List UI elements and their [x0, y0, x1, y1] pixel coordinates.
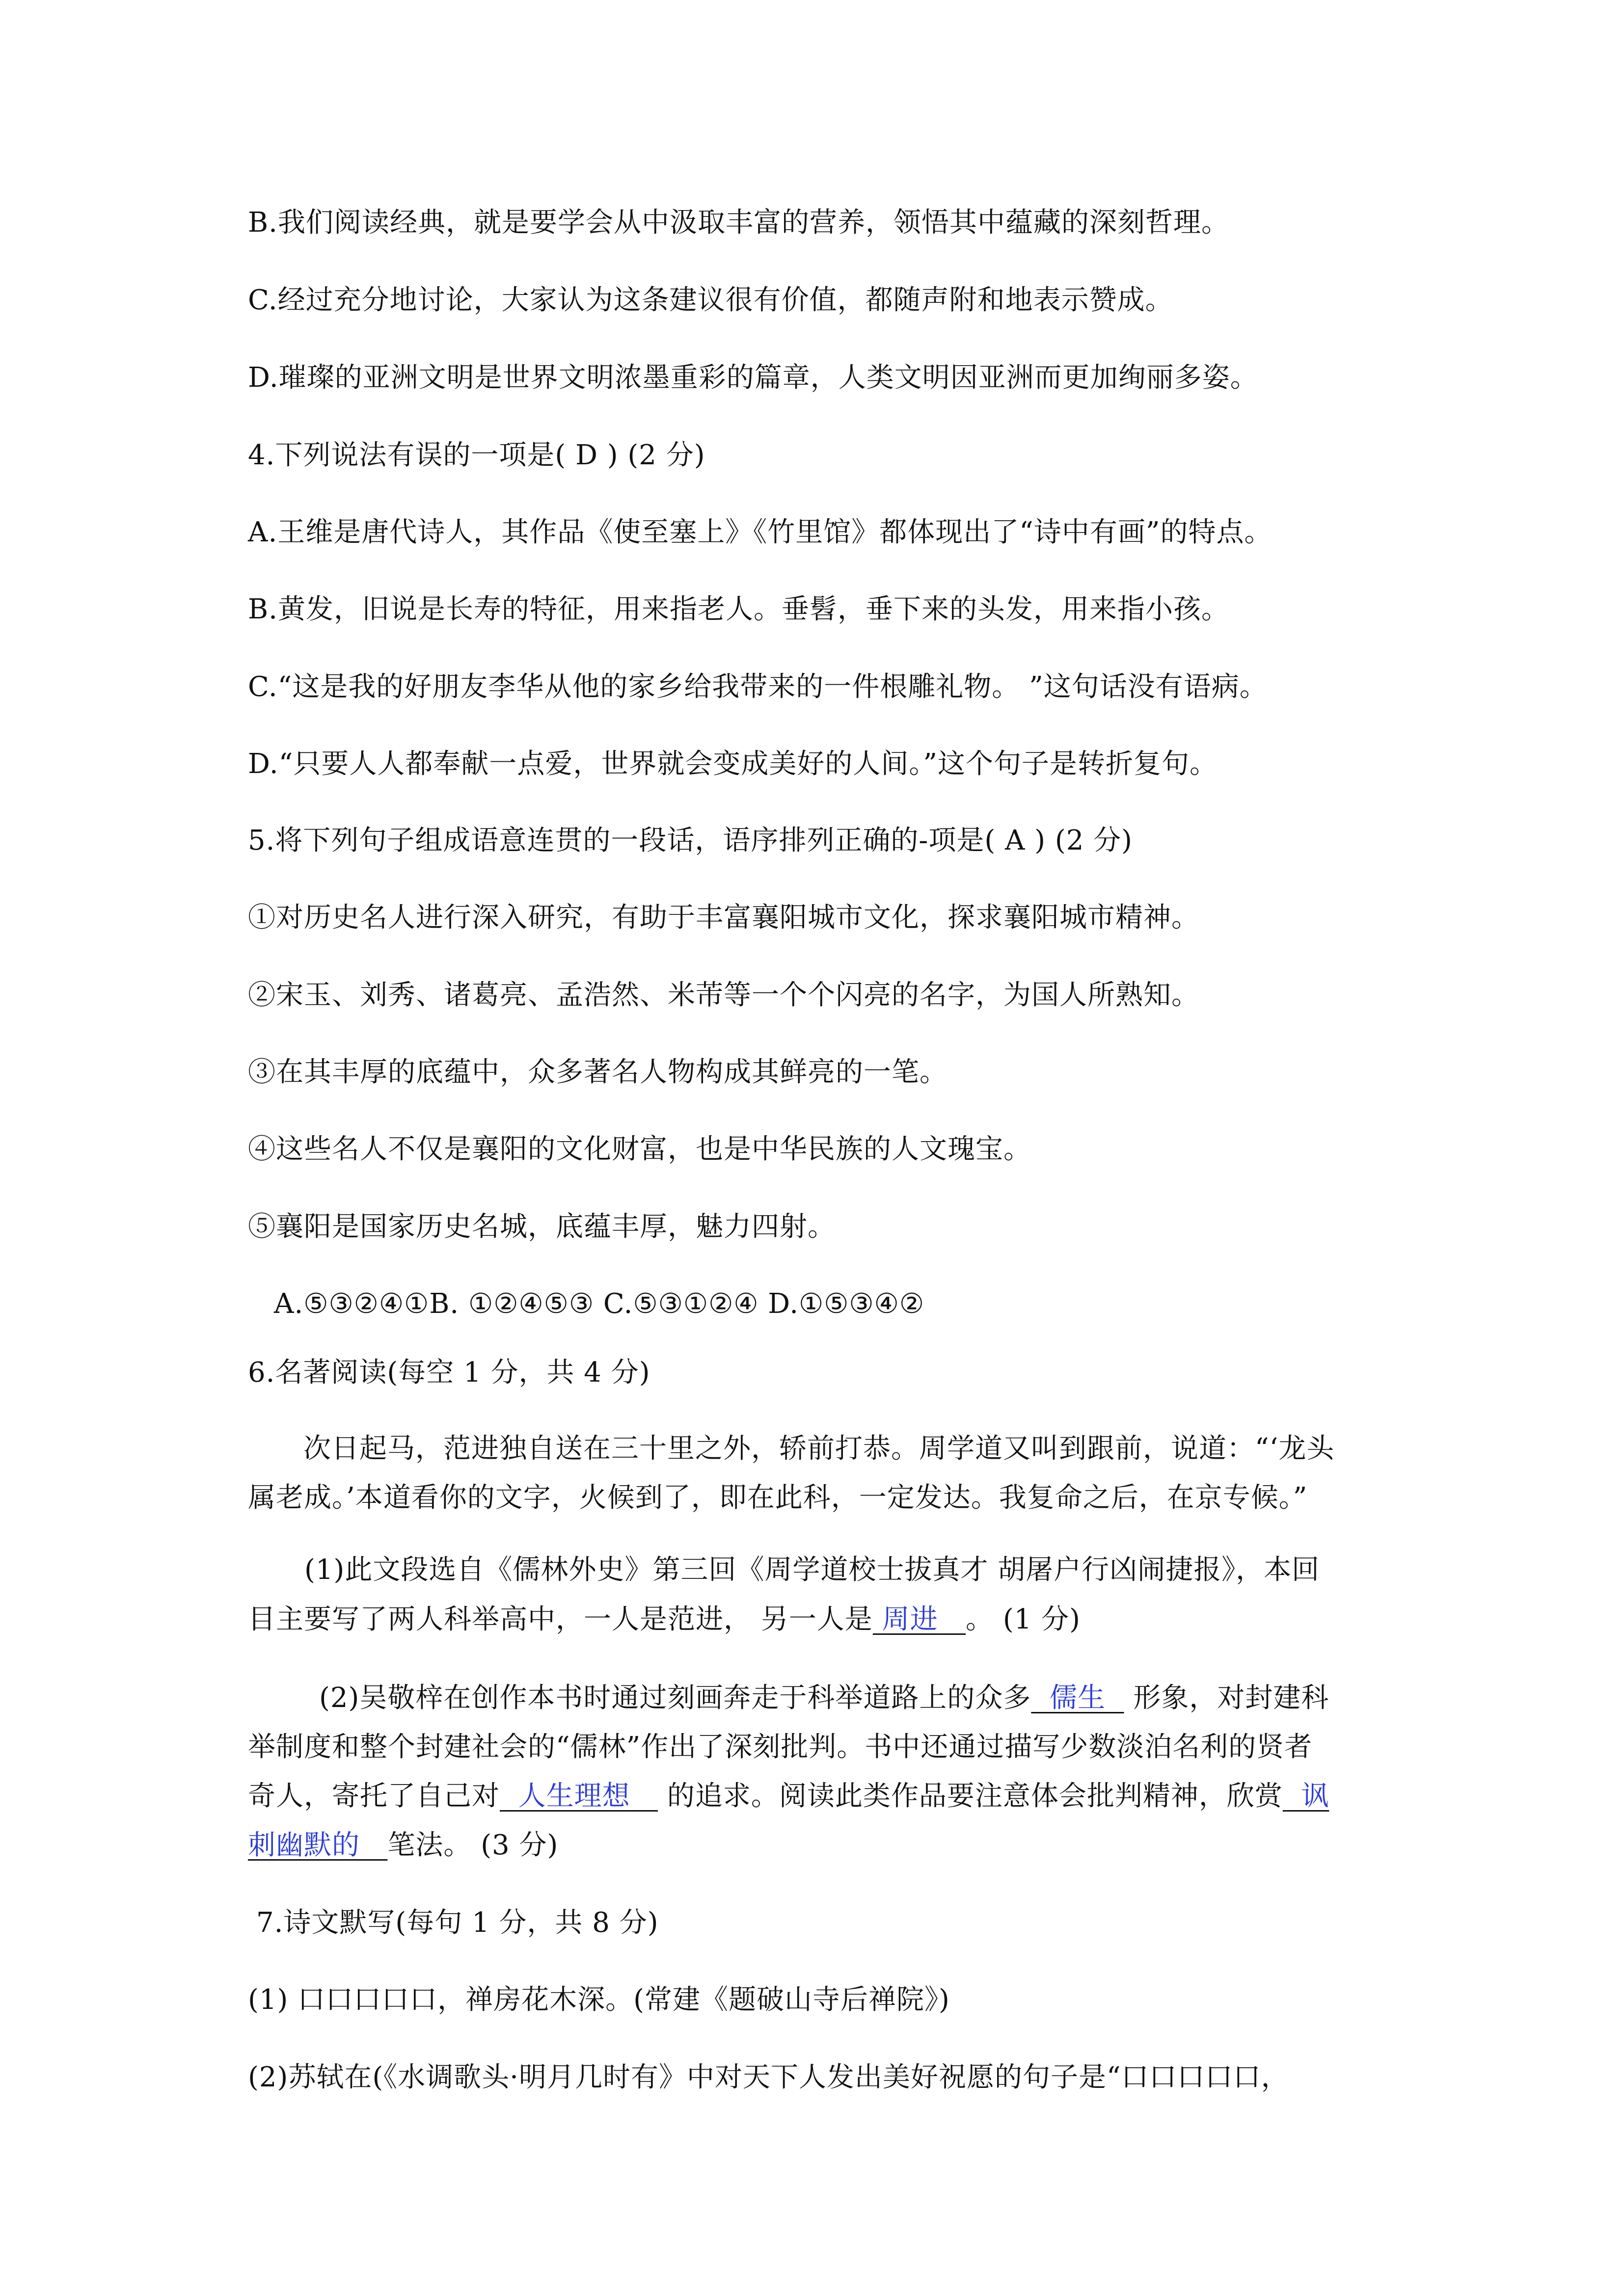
q6-part2-suffix-1: 形象，对封建科	[1133, 1682, 1329, 1714]
q4-stem: 4.下列说法有误的一项是( D ) (2 分)	[248, 439, 705, 471]
q6-part1-line-2	[248, 1600, 1081, 1639]
q5-sentence-4: ④这些名人不仅是襄阳的文化财富，也是中华民族的人文瑰宝。	[248, 1133, 1031, 1165]
q4-option-d: D.“只要人人都奉献一点爱，世界就会变成美好的人间。”这个句子是转折复句。	[248, 748, 1218, 780]
q6-part1-prefix: 目主要写了两人科举高中，一人是范进， 另一人是	[248, 1603, 873, 1635]
q6-passage-line-2: 属老成。’本道看你的文字，火候到了，即在此科，一定发达。我复命之后，在京专候。”	[248, 1482, 1308, 1514]
q7-item-2: (2)苏轼在(《水调歌头·明月几时有》中对天下人发出美好祝愿的句子是“口口口口口，	[248, 2061, 1289, 2093]
q6-part2-line4-suffix: 笔法。 (3 分)	[387, 1829, 559, 1861]
q5-sentence-2: ②宋玉、刘秀、诸葛亮、孟浩然、米芾等一个个闪亮的名字，为国人所熟知。	[248, 979, 1199, 1011]
q6-part2-line3-prefix: 奇人，寄托了自己对	[248, 1780, 500, 1812]
q5-sentence-3: ③在其丰厚的底蕴中，众多著名人物构成其鲜亮的一笔。	[248, 1056, 947, 1088]
q6-part2-answer-1: 儒生	[1049, 1682, 1106, 1714]
q6-stem: 6.名著阅读(每空 1 分，共 4 分)	[248, 1357, 650, 1388]
q7-item-1: (1) 口口口口口，禅房花木深。(常建《题破山寺后禅院》)	[248, 1984, 950, 2016]
q6-part1-line-1: (1)此文段选自《儒林外史》第三回《周学道校士拔真才 胡屠户行凶闹捷报》，本回	[304, 1554, 1320, 1586]
q6-part2-answer-3b: 刺幽默的	[248, 1829, 360, 1861]
q3-option-d: D.璀璨的亚洲文明是世界文明浓墨重彩的篇章，人类文明因亚洲而更加绚丽多姿。	[248, 362, 1258, 394]
q5-options: A.⑤③②④①B. ①②④⑤③ C.⑤③①②④ D.①⑤③④②	[274, 1288, 925, 1320]
q3-option-b: B.我们阅读经典，就是要学会从中汲取丰富的营养，领悟其中蕴藏的深刻哲理。	[248, 207, 1229, 239]
q6-part2-line3-mid: 的追求。阅读此类作品要注意体会批判精神，欣赏	[658, 1780, 1283, 1812]
q6-part2-line-4	[248, 1826, 558, 1865]
q5-sentence-5: ⑤襄阳是国家历史名城，底蕴丰厚，魅力四射。	[248, 1211, 836, 1243]
q4-option-c: C.“这是我的好朋友李华从他的家乡给我带来的一件根雕礼物。 ”这句话没有语病。	[248, 671, 1268, 703]
q6-part2-line-1	[319, 1679, 1329, 1718]
q6-passage-line-1: 次日起马，范进独自送在三十里之外，轿前打恭。周学道又叫到跟前，说道：“‘龙头	[303, 1433, 1335, 1465]
q6-part2-line-2: 举制度和整个封建社会的“儒林”作出了深刻批判。书中还通过描写少数淡泊名利的贤者	[248, 1731, 1313, 1763]
q6-part1-answer: 周进	[882, 1603, 938, 1635]
q6-part1-suffix: 。 (1 分)	[966, 1603, 1081, 1635]
q4-option-a: A.王维是唐代诗人，其作品《使至塞上》《竹里馆》都体现出了“诗中有画”的特点。	[248, 516, 1272, 548]
q6-part2-prefix: (2)吴敬梓在创作本书时通过刻画奔走于科举道路上的众多	[319, 1682, 1031, 1714]
q3-option-c: C.经过充分地讨论，大家认为这条建议很有价值，都随声附和地表示赞成。	[248, 284, 1173, 316]
q6-part2-answer-2: 人生理想	[518, 1780, 630, 1812]
q6-part2-answer-3a: 讽	[1301, 1780, 1329, 1812]
q4-option-b: B.黄发，旧说是长寿的特征，用来指老人。垂髫，垂下来的头发，用来指小孩。	[248, 593, 1229, 625]
q6-part2-line-3	[248, 1777, 1329, 1816]
q5-sentence-1: ①对历史名人进行深入研究，有助于丰富襄阳城市文化，探求襄阳城市精神。	[248, 902, 1199, 934]
q5-stem: 5.将下列句子组成语意连贯的一段话，语序排列正确的-项是( A ) (2 分)	[248, 825, 1133, 856]
q7-stem: 7.诗文默写(每句 1 分，共 8 分)	[256, 1907, 659, 1939]
